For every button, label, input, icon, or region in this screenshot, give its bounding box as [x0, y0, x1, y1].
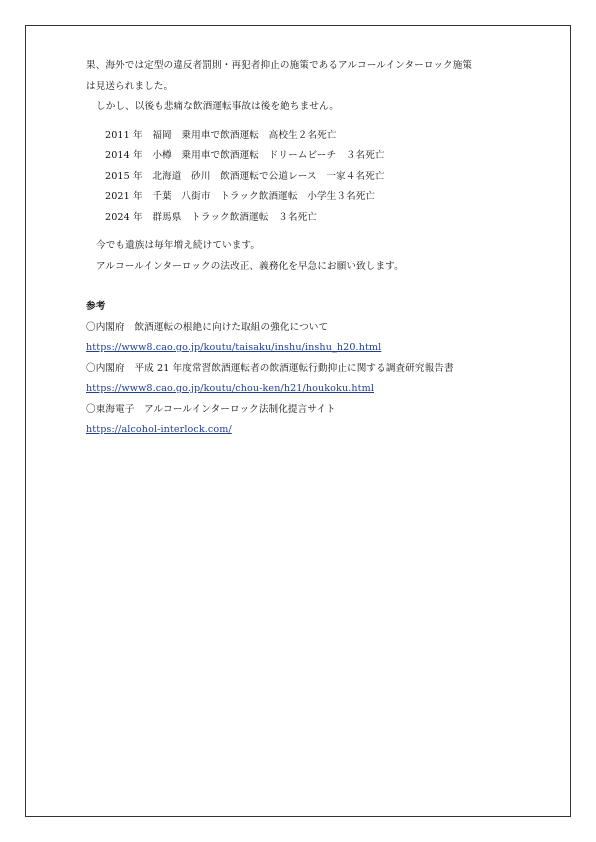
reference-title: 〇東海電子 アルコールインターロック法制化提言サイト [86, 403, 336, 415]
paragraph-line: 果、海外では定型の違反者罰則・再犯者抑止の施策であるアルコールインターロック施策 [86, 60, 473, 71]
incident-item: 2014 年 小樽 乗用車で飲酒運転 ドリームビーチ ３名死亡 [105, 150, 385, 161]
closing-line: 今でも遺族は毎年増え続けています。 [96, 240, 261, 251]
references-heading: 参考 [86, 301, 106, 312]
paragraph-line: しかし、以後も悲痛な飲酒運転事故は後を絶ちません。 [96, 101, 339, 112]
incident-item: 2011 年 福岡 乗用車で飲酒運転 高校生２名死亡 [105, 129, 337, 141]
reference-title: 〇内閣府 飲酒運転の根絶に向けた取組の強化について [86, 321, 329, 333]
reference-link[interactable]: https://www8.cao.go.jp/koutu/taisaku/inshu/inshu_h20.html [86, 342, 382, 353]
document-body [86, 56, 526, 441]
incident-item: 2015 年 北海道 砂川 飲酒運転で公道レース 一家４名死亡 [105, 170, 385, 182]
reference-link[interactable]: https://www8.cao.go.jp/koutu/chou-ken/h21/houkoku.html [86, 383, 375, 394]
paragraph-line: は見送られました。 [86, 80, 174, 92]
closing-line: アルコールインターロックの法改正、義務化を早急にお願い致します。 [96, 260, 404, 272]
incident-item: 2024 年 群馬県 トラック飲酒運転 ３名死亡 [105, 211, 317, 223]
reference-title: 〇内閣府 平成 21 年度常習飲酒運転者の飲酒運転行動抑止に関する調査研究報告書 [86, 362, 454, 374]
incident-item: 2021 年 千葉 八街市 トラック飲酒運転 小学生３名死亡 [105, 191, 376, 202]
reference-link[interactable]: https://alcohol-interlock.com/ [86, 424, 232, 435]
